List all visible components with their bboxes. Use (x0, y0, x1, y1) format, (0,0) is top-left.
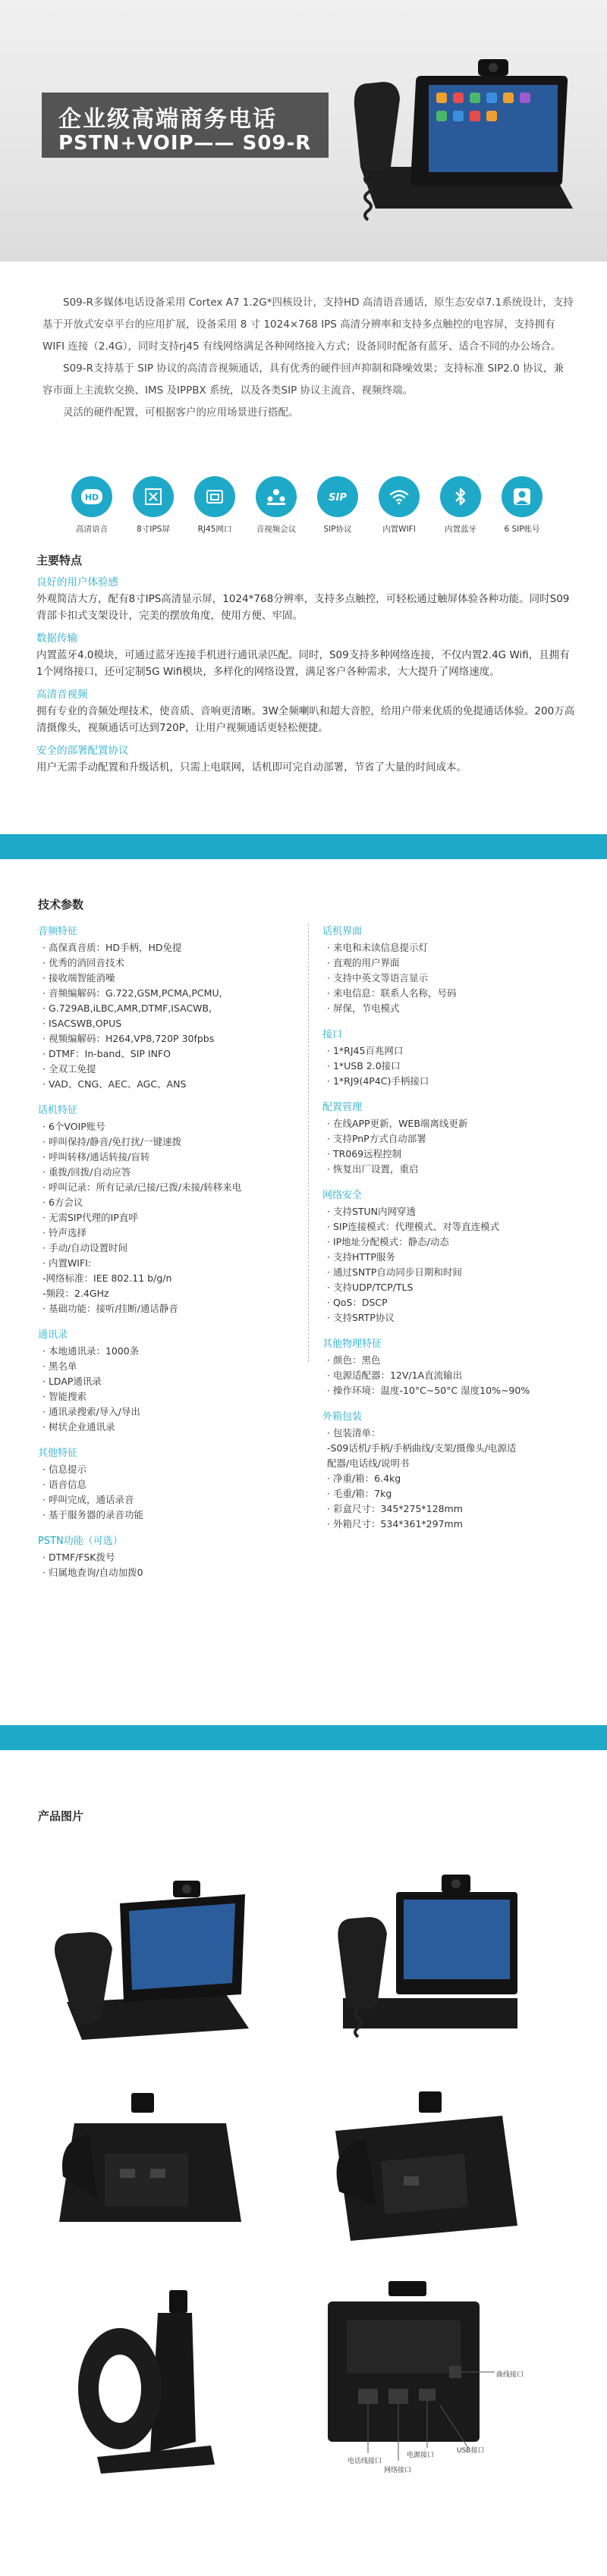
section-divider-band (0, 1725, 607, 1750)
spec-item: · 包装清单： (327, 1427, 381, 1439)
icon-label: 高清语音 (76, 525, 108, 534)
icon-item-screen (127, 476, 180, 535)
spec-item: · 支持中英文等语言显示 (327, 972, 428, 984)
spec-item: · 呼叫转移/通话转接/盲转 (42, 1151, 150, 1162)
spec-item: · VAD、CNG、AEC、AGC、ANS (42, 1078, 187, 1090)
feature-title: 安全的部署配置协议 (36, 745, 129, 757)
specs-left-column (38, 924, 288, 1580)
spec-item: · 颜色：黑色 (327, 1354, 381, 1366)
spec-item: · 呼叫记录：所有记录/已接/已拨/未接/转移来电 (42, 1181, 242, 1193)
spec-item: · 无需SIP代理的IP直呼 (42, 1212, 138, 1223)
feature-title: 数据传输 (36, 632, 77, 645)
spec-item: · SIP连接模式：代理模式、对等直连模式 (327, 1221, 500, 1232)
spec-item: · 1*USB 2.0接口 (327, 1060, 401, 1072)
spec-item: · 在线APP更新，WEB端离线更新 (327, 1118, 468, 1129)
spec-item: · 基础功能：接听/挂断/通话静音 (42, 1303, 178, 1314)
spec-item: · 外箱尺寸：534*361*297mm (327, 1518, 463, 1530)
icon-label: 音视频会议 (256, 525, 297, 534)
spec-item: -网络标准：IEE 802.11 b/g/n (42, 1272, 172, 1284)
section-divider-band (0, 834, 607, 859)
spec-section-title: 话机界面 (322, 926, 363, 937)
spec-item: · 高保真音质：HD手柄，HD免提 (42, 942, 182, 953)
callout-usb-port: USB接口 (457, 2447, 485, 2455)
product-photo-back-angled (305, 2063, 531, 2267)
spec-item: · DTMF/FSK拨号 (42, 1552, 115, 1563)
spec-section-title: 通讯录 (38, 1329, 68, 1341)
hero-subtitle: PSTN+VOIP—— S09-R (58, 132, 312, 155)
spec-item: · 接收端智能消噪 (42, 972, 115, 984)
spec-item: · 屏保，节电模式 (327, 1002, 400, 1014)
icon-item-bluetooth (434, 476, 487, 535)
product-photo-back (36, 2063, 263, 2267)
spec-section-title: 外箱包装 (322, 1411, 363, 1423)
spec-item: · 全双工免提 (42, 1063, 96, 1075)
icon-item-rj45 (188, 476, 241, 535)
video-conference-icon (256, 476, 297, 517)
hd-icon (71, 476, 112, 517)
hero-title: 企业级高端商务电话 (58, 106, 277, 133)
icon-item-hd (65, 476, 118, 535)
feature-title: 良好的用户体验感 (36, 576, 118, 588)
sip-icon (317, 476, 358, 517)
spec-item: · TR069远程控制 (327, 1148, 402, 1159)
feature-text: 外观简洁大方，配有8寸IPS高清显示屏，1024*768分辨率，支持多点触控，可轻松通过触屏体验各种功能。同时S09背部卡扣式支架设计，完美的摆放角度，使用方便、牢固。 (36, 593, 570, 622)
photos-heading: 产品图片 (38, 1809, 84, 1823)
spec-item: · 视频编解码：H264,VP8,720P 30fpbs (42, 1033, 215, 1044)
spec-item: -频段：2.4GHz (42, 1288, 109, 1299)
spec-item: · 6个VOIP账号 (42, 1121, 105, 1132)
spec-item: · 呼叫完成，通话录音 (42, 1494, 134, 1505)
spec-item: · 恢复出厂设置，重启 (327, 1163, 419, 1175)
icon-label: 内置蓝牙 (445, 525, 476, 534)
spec-item: · 彩盒尺寸：345*275*128mm (327, 1503, 463, 1514)
bluetooth-icon (440, 476, 481, 517)
spec-section-title: 配置管理 (322, 1102, 363, 1113)
spec-item: · 支持SRTP协议 (327, 1312, 395, 1323)
feature-icons-row (65, 476, 551, 537)
spec-item: · 语音信息 (42, 1479, 86, 1490)
callout-handset-curve-port: 曲线接口 (496, 2371, 524, 2379)
spec-item: · 电源适配器：12V/1A直流输出 (327, 1370, 463, 1381)
spec-item: · 信息提示 (42, 1464, 86, 1475)
specs-right-column (322, 924, 573, 1532)
account-icon (502, 476, 543, 517)
spec-section-title: 音频特征 (38, 926, 78, 937)
features-heading: 主要特点 (36, 554, 83, 567)
spec-item: 配器/电话线/说明书 (327, 1457, 410, 1469)
spec-item: · 毛重/箱：7kg (327, 1488, 392, 1499)
spec-item: · 音频编解码：G.722,GSM,PCMA,PCMU, (42, 987, 222, 999)
spec-item: · 通过SNTP自动同步日期和时间 (327, 1266, 462, 1278)
spec-item: · 树状企业通讯录 (42, 1421, 115, 1432)
icon-label: 8寸IPS屏 (137, 525, 170, 534)
icon-item-wifi (373, 476, 426, 535)
spec-section-title: PSTN功能（可选） (38, 1536, 123, 1547)
features-section (36, 552, 575, 776)
spec-item: -S09话机/手柄/手柄曲线/支架/摄像头/电源适 (327, 1442, 517, 1454)
wifi-icon (379, 476, 420, 517)
callout-power-port: 电源接口 (407, 2452, 435, 2459)
spec-item: · 支持PnP方式自动部署 (327, 1133, 426, 1144)
spec-item: · 铃声选择 (42, 1227, 86, 1238)
spec-item: · IP地址分配模式：静态/动态 (327, 1236, 449, 1247)
hero-title-box (42, 93, 329, 158)
spec-item: · 支持STUN内网穿透 (327, 1206, 417, 1217)
rj45-icon (194, 476, 235, 517)
spec-item: · 重拨/回拨/自动应答 (42, 1166, 131, 1178)
spec-item: · 基于服务器的录音功能 (42, 1509, 143, 1520)
icon-item-conference (250, 476, 303, 535)
intro-paragraph-2: S09-R支持基于 SIP 协议的高清音视频通话，具有优秀的硬件回声抑制和降噪效果；支持标准 SIP2.0 协议，兼容市面上主流软交换、IMS 及IPPBX 系统，以及各类SIP 协议主流音、视频终端。 (42, 362, 565, 397)
spec-section-title: 网络安全 (322, 1190, 363, 1201)
callout-phone-line-port: 电话线接口 (348, 2458, 382, 2465)
spec-item: · 呼叫保持/静音/免打扰/一键速拨 (42, 1136, 182, 1147)
feature-text: 用户无需手动配置和升级话机，只需上电联网，话机即可完自动部署，节省了大量的时间成本。 (36, 761, 467, 773)
feature-title: 高清音视频 (36, 689, 88, 701)
spec-item: · 1*RJ9(4P4C)手柄接口 (327, 1075, 429, 1087)
icon-label: 内置WIFI (382, 525, 416, 534)
product-photo-front-left (36, 1850, 263, 2055)
spec-item: · 黑名单 (42, 1360, 77, 1372)
spec-item: · 优秀的消回音技术 (42, 957, 124, 968)
spec-section-title: 其他特征 (38, 1448, 78, 1459)
spec-item: · ISACSWB,OPUS (42, 1018, 122, 1029)
spec-item: · G.729AB,iLBC,AMR,DTMF,ISACWB, (42, 1002, 212, 1014)
icon-label: SIP协议 (323, 525, 352, 534)
icon-label: 6 SIP账号 (504, 525, 540, 534)
product-photo-side (36, 2275, 263, 2480)
intro-paragraph-1: S09-R多媒体电话设备采用 Cortex A7 1.2G*四核设计，支持HD 高清语音通话，原生态安卓7.1系统设计，支持基于开放式安卓平台的应用扩展，设备采用 8 寸 1024×768 IPS 高清分辨率和支持多点触控的电容屏，支持拥有 WIFI 连接（2.4G），同时支持rj45 有线网络满足各种网络接入方式；设备同时配备有蓝牙、适合不同的办公场合。 (42, 297, 574, 353)
spec-item: · 来电信息：联系人名称，号码 (327, 987, 457, 999)
spec-item: · 1*RJ45百兆网口 (327, 1045, 404, 1056)
spec-item: · 手动/自动设置时间 (42, 1242, 128, 1253)
specs-heading: 技术参数 (38, 898, 84, 911)
spec-section-title: 接口 (322, 1029, 343, 1040)
callout-network-port: 网络接口 (384, 2467, 412, 2474)
svg-text:SIP: SIP (329, 492, 347, 504)
spec-item: · 6方会议 (42, 1197, 83, 1208)
specs-column-divider (308, 924, 309, 1362)
feature-text: 拥有专业的音频处理技术，使音质、音响更清晰。3W全频喇叭和超大音腔，给用户带来优质的免提通话体验。200万高清摄像头，视频通话可达到720P，让用户视频通话更轻松便捷。 (36, 705, 575, 734)
icon-item-account (495, 476, 549, 535)
svg-text:HD: HD (84, 492, 99, 503)
spec-section-title: 其他物理特征 (322, 1338, 382, 1350)
spec-item: · 支持UDP/TCP/TLS (327, 1282, 414, 1293)
spec-item: · 内置WIFI: (42, 1257, 92, 1269)
product-photo-front (305, 1850, 531, 2055)
icon-label: RJ45网口 (197, 525, 232, 534)
spec-item: · 来电和未读信息提示灯 (327, 942, 428, 953)
icon-item-sip (311, 476, 364, 535)
intro-paragraph-3: 灵活的硬件配置，可根据客户的应用场景进行搭配。 (63, 406, 299, 419)
spec-item: · 通讯录搜索/导入/导出 (42, 1406, 140, 1417)
spec-item: · 本地通讯录：1000条 (42, 1345, 140, 1357)
spec-item: · QoS：DSCP (327, 1297, 388, 1308)
spec-section-title: 话机特征 (38, 1105, 78, 1116)
screen-icon (133, 476, 174, 517)
spec-item: · 智能搜索 (42, 1391, 86, 1402)
spec-item: · 净重/箱：6.4kg (327, 1473, 401, 1484)
spec-item: · LDAP通讯录 (42, 1376, 102, 1387)
spec-item: · DTMF：In-band、SIP INFO (42, 1048, 171, 1059)
spec-item: · 归属地查询/自动加拨0 (42, 1567, 143, 1578)
spec-item: · 直观的用户界面 (327, 957, 400, 968)
feature-text: 内置蓝牙4.0模块，可通过蓝牙连接手机进行通讯录匹配。同时，S09支持多种网络连接，不仅内置2.4G Wifi，且拥有1个网络接口，还可定制5G Wifi模块，多样化的网络设置，满足客户各种需求，大大提升了网络速度。 (36, 649, 570, 678)
spec-item: · 操作环境：温度-10°C~50°C 湿度10%~90% (327, 1385, 530, 1396)
spec-item: · 支持HTTP服务 (327, 1251, 395, 1263)
hero-banner (0, 0, 607, 262)
hero-phone-image (345, 53, 588, 227)
intro-text (42, 292, 574, 424)
